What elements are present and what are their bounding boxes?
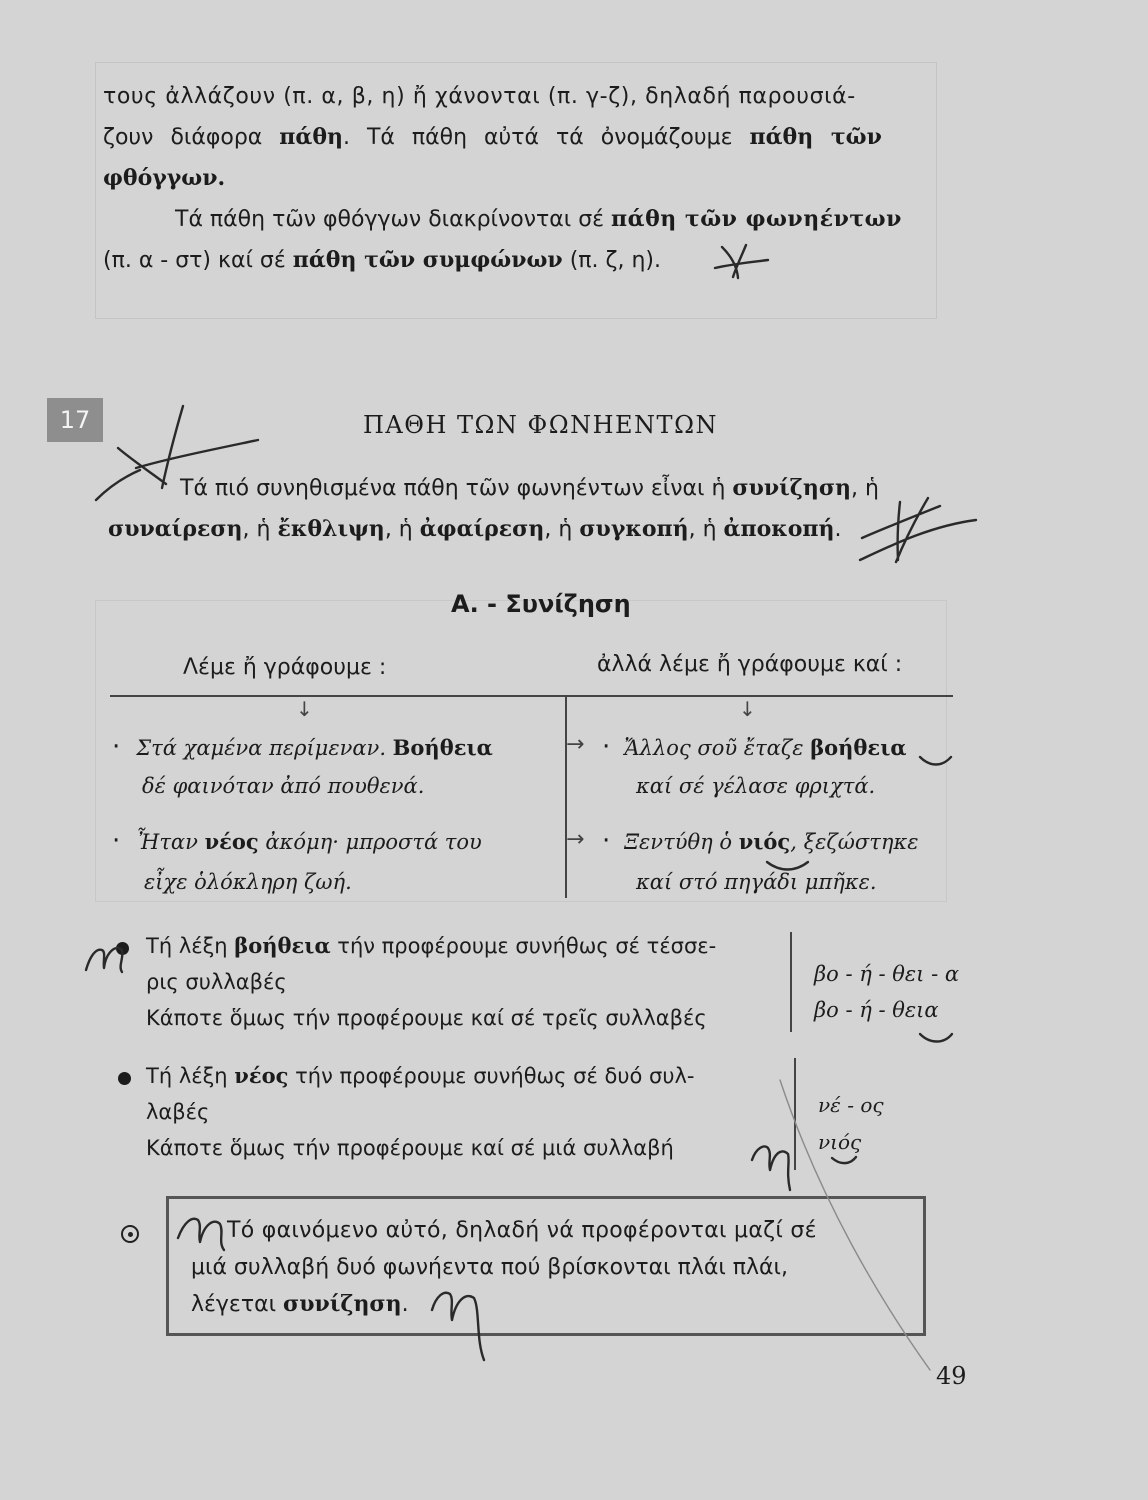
section-intro-text: , ἡ [384,517,420,542]
definition-keyword-synizisi: συνίζηση [283,1291,402,1317]
left-column-header: Λέμε ἤ γράφουμε : [183,655,387,680]
example-keyword-voitheia: Βοήθεια [392,735,493,760]
table-column-divider [565,696,567,898]
arrow-icon: → [566,827,585,852]
rule-2-divider [794,1058,796,1170]
intro-line-3 [103,158,953,199]
rule-text: τήν προφέρουμε συνήθως σέ δυό συλ- [288,1064,695,1088]
definition-line-2: μιά συλλαβή δυό φωνήεντα πού βρίσκονται πλάι πλάι, [191,1255,788,1280]
example-2-left-line-2: εἶχε ὁλόκληρη ζωή. [144,870,352,894]
section-intro-text: , ἡ [242,517,278,542]
intro-line-5-text: (π. α - στ) καί σέ [103,248,293,273]
example-2-left-line-1 [112,820,562,863]
down-arrow-left: ↓ [296,697,313,721]
definition-symbol-dot [128,1232,133,1237]
example-2-right [602,820,962,903]
bullet-dot [116,942,129,955]
example-1-right-line-2: καί σέ γέλασε φριχτά. [636,774,876,798]
intro-line-4 [103,199,953,240]
term-pathi-foniienton: πάθη τῶν φωνηέντων [611,206,902,232]
section-number-badge: 17 [47,398,103,442]
intro-line-5-text: (π. ζ, η). [562,248,661,273]
example-2-left [112,820,562,903]
example-keyword-nios: νιός [738,829,791,854]
example-text: Ἄλλος σοῦ ἔταζε [624,736,811,760]
definition-text-part: . [401,1292,409,1317]
intro-line-5 [103,240,953,281]
example-text: ἀκόμη· μπροστά του [258,830,482,854]
intro-line-1: τους ἀλλάζουν (π. α, β, η) ἤ χάνονται (π. γ-ζ), δηλαδή παρουσιά- [103,84,856,109]
example-2-right-line-2: καί στό πηγάδι μπῆκε. [636,870,877,894]
bullet: · [112,732,121,762]
example-1-left [112,726,562,807]
section-intro-text: , ἡ [851,476,879,501]
arrow-icon: → [566,732,585,757]
term-fthoggon: φθόγγων. [103,165,226,191]
rule-1-syllables-3: βο - ή - θεια [814,998,939,1022]
subsection-title: Α. - Συνίζηση [451,590,631,618]
rule-2-syllables-2: νέ - ος [818,1093,884,1117]
intro-line-4-text: Τά πάθη τῶν φθόγγων διακρίνονται σέ [175,207,612,232]
rule-1-line-2: ρις συλλαβές [146,970,287,994]
section-intro-text: , ἡ [544,517,580,542]
term-pathi-ton: πάθη τῶν [749,124,882,150]
definition-line-3 [191,1286,901,1323]
term-ekthlipsi: ἔκθλιψη [277,516,385,542]
rule-1-divider [790,932,792,1032]
section-intro-line-2 [108,509,958,550]
term-synairesi: συναίρεση [108,516,243,542]
example-keyword-neos: νέος [204,829,259,854]
term-sygkopi: συγκοπή [579,516,689,542]
term-synizisi: συνίζηση [732,475,852,501]
rule-2-line-3: Κάποτε ὅμως τήν προφέρουμε καί σέ μιά συλλαβή [146,1136,674,1160]
intro-line-2-text: . Τά πάθη αὐτά τά ὀνομάζουμε [342,125,750,150]
example-1-left-line-2: δέ φαινόταν ἀπό πουθενά. [142,774,425,798]
rule-text: Τή λέξη [146,934,235,958]
term-pathi: πάθη [279,124,343,150]
example-1-right-line-1 [602,726,962,769]
definition-symbol-icon [121,1225,139,1243]
term-apokopi: ἀποκοπή [723,516,835,542]
example-text: Ἦταν [136,830,205,854]
intro-paragraph [103,77,953,281]
intro-line-2-text: ζουν διάφορα [103,125,280,150]
rule-2-syllables-1: νιός [818,1130,862,1154]
definition-text [191,1212,901,1323]
right-column-header: ἀλλά λέμε ἤ γράφουμε καί : [597,652,903,677]
example-text: Στά χαμένα περίμεναν. [136,736,393,760]
page-number: 49 [936,1362,967,1390]
section-intro-text: Τά πιό συνηθισμένα πάθη τῶν φωνηέντων εἶναι ἡ [180,476,733,501]
rule-text: Τή λέξη [146,1064,235,1088]
rule-2-line-2: λαβές [146,1100,210,1124]
definition-text-part: λέγεται [191,1292,284,1317]
section-intro-paragraph [108,468,958,550]
table-top-rule [110,695,953,697]
section-intro-text: . [834,517,842,542]
rule-2-text [146,1058,786,1166]
tick-underline-icon [832,1157,856,1163]
example-1-right [602,726,962,807]
bullet-dot [118,1072,131,1085]
example-1-left-line-1 [112,726,562,769]
rule-text: τήν προφέρουμε συνήθως σέ τέσσε- [330,934,717,958]
example-text: , ξεζώστηκε [790,830,919,854]
rule-1-syllables-4: βο - ή - θει - α [814,962,960,986]
definition-line-1: Τό φαινόμενο αὐτό, δηλαδή νά προφέρονται μαζί σέ [227,1218,817,1243]
rule-1-line-3: Κάποτε ὅμως τήν προφέρουμε καί σέ τρεῖς συλλαβές [146,1006,707,1030]
tick-underline-icon [920,1034,952,1042]
rule-1-text [146,928,786,1036]
down-arrow-right: ↓ [739,697,756,721]
rule-keyword-voitheia: βοήθεια [234,933,331,958]
section-intro-text: , ἡ [688,517,724,542]
bullet: · [112,826,121,856]
rule-keyword-neos: νέος [234,1063,289,1088]
example-text: Ξεντύθη ὁ [624,830,739,854]
section-intro-line-1 [108,468,958,509]
bullet: · [602,732,611,762]
rule-1-line-1 [146,928,786,964]
example-2-right-line-1 [602,820,962,863]
example-keyword-voitheia-synizisi: βοήθεια [810,735,907,760]
intro-line-2 [103,117,953,158]
bullet: · [602,826,611,856]
rule-2-line-1 [146,1058,786,1094]
term-afairesi: ἀφαίρεση [419,516,545,542]
term-pathi-symfonon: πάθη τῶν συμφώνων [292,247,563,273]
section-title: ΠΑΘΗ ΤΩΝ ΦΩΝΗΕΝΤΩΝ [363,411,718,439]
